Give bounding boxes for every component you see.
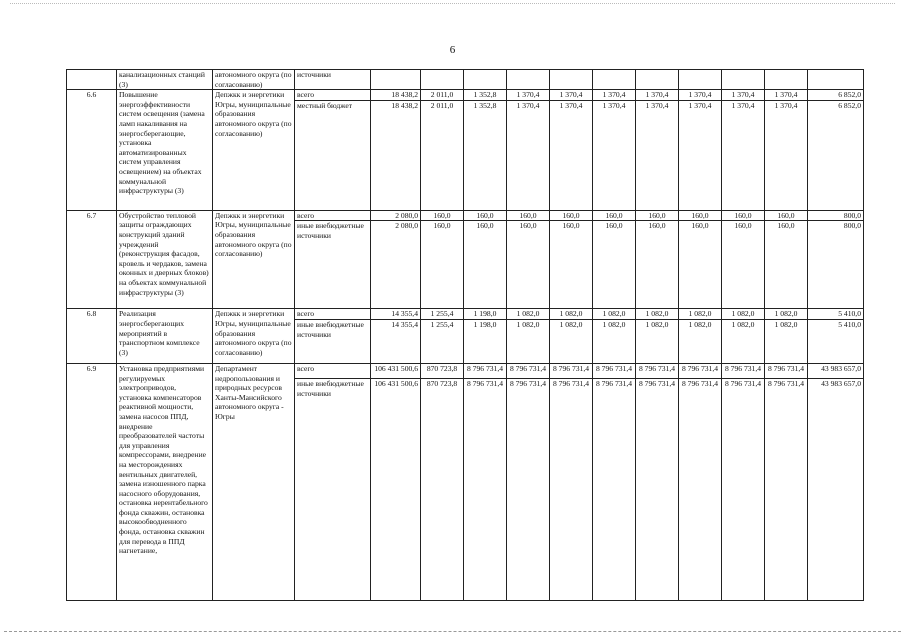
year-amount: [464, 70, 507, 90]
year-amount: 1 370,4: [679, 90, 722, 101]
total-amount: 14 355,4: [371, 319, 421, 363]
total-amount: 2 080,0: [371, 221, 421, 309]
year-amount: 2 011,0: [421, 90, 464, 101]
year-amount: [507, 70, 550, 90]
year-amount: 160,0: [421, 221, 464, 309]
period-total-amount: 6 852,0: [808, 90, 864, 101]
funding-source: местный бюджет: [295, 100, 371, 210]
table-body: [67, 70, 864, 601]
period-total-amount: 800,0: [808, 221, 864, 309]
year-amount: 160,0: [679, 221, 722, 309]
year-amount: 1 082,0: [550, 309, 593, 320]
year-amount: 160,0: [507, 221, 550, 309]
funding-source: всего: [295, 363, 371, 378]
year-amount: 8 796 731,4: [722, 378, 765, 600]
page-number: 6: [449, 44, 456, 56]
year-amount: 1 370,4: [550, 90, 593, 101]
year-amount: 1 255,4: [421, 309, 464, 320]
year-amount: 1 370,4: [636, 100, 679, 210]
year-amount: 160,0: [550, 210, 593, 221]
year-amount: 1 082,0: [593, 309, 636, 320]
year-amount: 8 796 731,4: [679, 378, 722, 600]
year-amount: 870 723,8: [421, 363, 464, 378]
year-amount: 1 082,0: [722, 319, 765, 363]
year-amount: 8 796 731,4: [636, 363, 679, 378]
year-amount: 160,0: [550, 221, 593, 309]
year-amount: 1 370,4: [765, 100, 808, 210]
year-amount: [765, 70, 808, 90]
year-amount: 1 198,0: [464, 309, 507, 320]
year-amount: 1 255,4: [421, 319, 464, 363]
year-amount: 1 352,8: [464, 100, 507, 210]
year-amount: 1 082,0: [593, 319, 636, 363]
year-amount: 160,0: [765, 210, 808, 221]
year-amount: [421, 70, 464, 90]
budget-table: [66, 69, 864, 601]
year-amount: 1 198,0: [464, 319, 507, 363]
year-amount: 160,0: [722, 210, 765, 221]
row-number: 6.8: [67, 309, 117, 364]
table-row: [67, 363, 864, 378]
year-amount: [593, 70, 636, 90]
total-amount: 14 355,4: [371, 309, 421, 320]
year-amount: 870 723,8: [421, 378, 464, 600]
year-amount: 1 082,0: [765, 319, 808, 363]
bottom-scan-edge: [4, 631, 901, 632]
year-amount: 1 082,0: [507, 309, 550, 320]
year-amount: 1 370,4: [507, 100, 550, 210]
period-total-amount: 6 852,0: [808, 100, 864, 210]
funding-source: источники: [295, 70, 371, 90]
year-amount: 160,0: [593, 221, 636, 309]
measure-name: Обустройство тепловой защиты ограждающих конструкций зданий учреждений (реконструкция фасадов, кровель и чердаков, замена оконных и дверных блоков) на объектах коммунальной инфраструктуры (3): [117, 210, 213, 309]
year-amount: 160,0: [507, 210, 550, 221]
year-amount: 1 352,8: [464, 90, 507, 101]
year-amount: 8 796 731,4: [636, 378, 679, 600]
row-number: 6.7: [67, 210, 117, 309]
year-amount: 8 796 731,4: [507, 378, 550, 600]
table-row: [67, 70, 864, 90]
period-total-amount: 5 410,0: [808, 309, 864, 320]
measure-name: Установка предприятиями регулируемых электроприводов, установка компенсаторов реактивной мощности, замена насосов ППД, внедрение преобразователей частоты для управления компрессорами, внедрение на месторождениях вентильных двигателей, замена изношенного парка насосного оборудования, остановка нерентабельного фонда скважин, остановка высокообводненного фонда, остановка скважин для перевода в ППД нагнетание,: [117, 363, 213, 600]
year-amount: [636, 70, 679, 90]
executor: Депжкк и энергетики Югры, муниципальные образования автономного округа (по согласованию): [213, 309, 295, 364]
year-amount: 8 796 731,4: [593, 363, 636, 378]
year-amount: 160,0: [765, 221, 808, 309]
row-number: 6.6: [67, 90, 117, 211]
period-total-amount: 43 983 657,0: [808, 363, 864, 378]
year-amount: 160,0: [679, 210, 722, 221]
executor: Депжкк и энергетики Югры, муниципальные образования автономного округа (по согласованию): [213, 90, 295, 211]
executor: автономного округа (по согласованию): [213, 70, 295, 90]
year-amount: 1 082,0: [722, 309, 765, 320]
year-amount: 1 370,4: [507, 90, 550, 101]
funding-source: иные внебюджетные источники: [295, 221, 371, 309]
year-amount: 160,0: [722, 221, 765, 309]
year-amount: 160,0: [593, 210, 636, 221]
total-amount: 2 080,0: [371, 210, 421, 221]
total-amount: 18 438,2: [371, 100, 421, 210]
measure-name: канализационных станций (3): [117, 70, 213, 90]
year-amount: 1 082,0: [679, 319, 722, 363]
year-amount: 1 082,0: [550, 319, 593, 363]
measure-name: Повышение энергоэффективности систем освещения (замена ламп накаливания на энергосберегающие, установка автоматизированных систем управления освещением) на объектах коммунальной инфраструктуры (3): [117, 90, 213, 211]
year-amount: 8 796 731,4: [722, 363, 765, 378]
funding-source: всего: [295, 309, 371, 320]
period-total-amount: 5 410,0: [808, 319, 864, 363]
year-amount: 8 796 731,4: [765, 363, 808, 378]
year-amount: 1 082,0: [765, 309, 808, 320]
year-amount: 160,0: [464, 210, 507, 221]
period-total-amount: 43 983 657,0: [808, 378, 864, 600]
year-amount: 8 796 731,4: [464, 363, 507, 378]
executor: Департамент недропользования и природных ресурсов Ханты-Мансийского автономного округа - Югры: [213, 363, 295, 600]
row-number: 6.9: [67, 363, 117, 600]
year-amount: 160,0: [636, 210, 679, 221]
year-amount: 1 370,4: [722, 100, 765, 210]
year-amount: 160,0: [636, 221, 679, 309]
funding-source: всего: [295, 90, 371, 101]
year-amount: 1 370,4: [765, 90, 808, 101]
period-total-amount: [808, 70, 864, 90]
year-amount: 8 796 731,4: [507, 363, 550, 378]
year-amount: 1 370,4: [593, 100, 636, 210]
year-amount: 160,0: [464, 221, 507, 309]
measure-name: Реализация энергосберегающих мероприятий в транспортном комплексе (3): [117, 309, 213, 364]
year-amount: 8 796 731,4: [593, 378, 636, 600]
row-number: [67, 70, 117, 90]
year-amount: 1 082,0: [507, 319, 550, 363]
period-total-amount: 800,0: [808, 210, 864, 221]
executor: Депжкк и энергетики Югры, муниципальные образования автономного округа (по согласованию): [213, 210, 295, 309]
year-amount: [679, 70, 722, 90]
year-amount: 160,0: [421, 210, 464, 221]
year-amount: 8 796 731,4: [679, 363, 722, 378]
year-amount: 1 370,4: [636, 90, 679, 101]
year-amount: 1 082,0: [636, 319, 679, 363]
total-amount: 106 431 500,6: [371, 363, 421, 378]
year-amount: 8 796 731,4: [550, 363, 593, 378]
table-row: [67, 309, 864, 320]
year-amount: 1 082,0: [679, 309, 722, 320]
year-amount: [550, 70, 593, 90]
year-amount: 1 370,4: [722, 90, 765, 101]
total-amount: 106 431 500,6: [371, 378, 421, 600]
year-amount: 1 370,4: [593, 90, 636, 101]
year-amount: 1 082,0: [636, 309, 679, 320]
year-amount: 1 370,4: [550, 100, 593, 210]
table-row: [67, 210, 864, 221]
top-scan-edge: [10, 3, 895, 4]
funding-source: всего: [295, 210, 371, 221]
table-row: [67, 90, 864, 101]
funding-source: иные внебюджетные источники: [295, 378, 371, 600]
funding-source: иные внебюджетные источники: [295, 319, 371, 363]
total-amount: 18 438,2: [371, 90, 421, 101]
year-amount: 8 796 731,4: [464, 378, 507, 600]
year-amount: 2 011,0: [421, 100, 464, 210]
year-amount: [722, 70, 765, 90]
total-amount: [371, 70, 421, 90]
year-amount: 1 370,4: [679, 100, 722, 210]
year-amount: 8 796 731,4: [765, 378, 808, 600]
year-amount: 8 796 731,4: [550, 378, 593, 600]
